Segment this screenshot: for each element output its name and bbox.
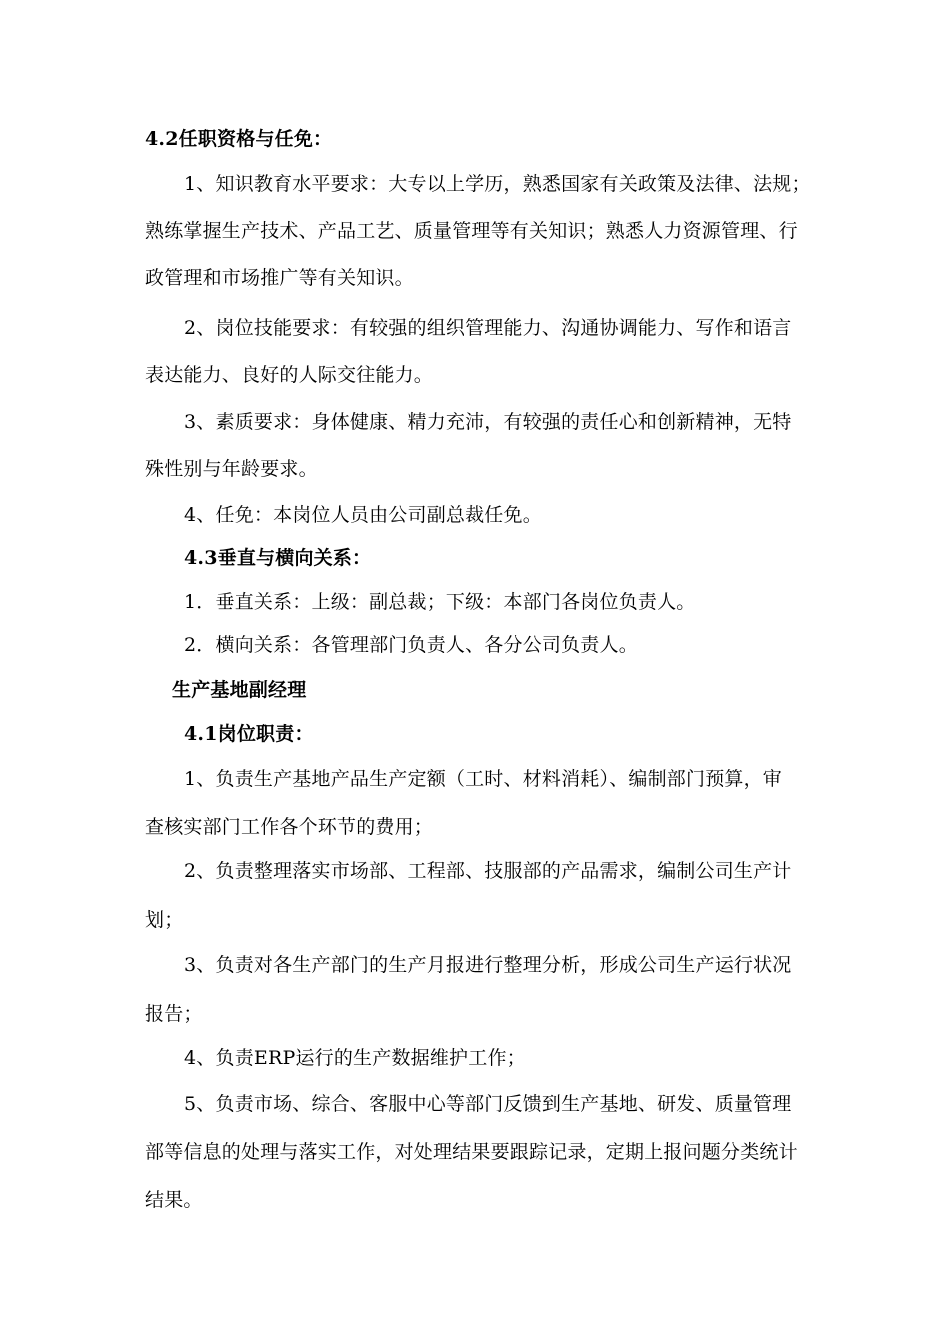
paragraph-line: 报告； [145,1003,203,1025]
paragraph-line: 殊性别与年龄要求。 [145,458,318,480]
paragraph-line: 4、负责ERP运行的生产数据维护工作； [184,1047,526,1069]
paragraph-line: 4、任免：本岗位人员由公司副总裁任免。 [184,504,542,526]
paragraph-line: 政管理和市场推广等有关知识。 [145,267,414,289]
role-title: 生产基地副经理 [172,679,307,701]
paragraph-line: 3、素质要求：身体健康、精力充沛，有较强的责任心和创新精神，无特 [184,411,792,433]
paragraph-line: 1、知识教育水平要求：大专以上学历，熟悉国家有关政策及法律、法规； [184,173,811,195]
paragraph-line: 5、负责市场、综合、客服中心等部门反馈到生产基地、研发、质量管理 [184,1093,792,1115]
section-heading-4-3: 4.3垂直与横向关系： [184,547,372,569]
paragraph-line: 部等信息的处理与落实工作，对处理结果要跟踪记录，定期上报问题分类统计 [145,1141,798,1163]
paragraph-line: 查核实部门工作各个环节的费用； [145,816,434,838]
paragraph-line: 熟练掌握生产技术、产品工艺、质量管理等有关知识；熟悉人力资源管理、行 [145,220,798,242]
paragraph-line: 2．横向关系：各管理部门负责人、各分公司负责人。 [184,634,638,656]
paragraph-line: 结果。 [145,1189,203,1211]
section-heading-4-1: 4.1岗位职责： [184,723,314,745]
paragraph-line: 1、负责生产基地产品生产定额（工时、材料消耗）、编制部门预算，审 [184,768,782,790]
paragraph-line: 2、岗位技能要求：有较强的组织管理能力、沟通协调能力、写作和语言 [184,317,792,339]
section-heading-4-2: 4.2任职资格与任免： [145,128,333,150]
paragraph-line: 表达能力、良好的人际交往能力。 [145,364,434,386]
paragraph-line: 3、负责对各生产部门的生产月报进行整理分析，形成公司生产运行状况 [184,954,792,976]
paragraph-line: 1．垂直关系：上级：副总裁；下级：本部门各岗位负责人。 [184,591,696,613]
paragraph-line: 2、负责整理落实市场部、工程部、技服部的产品需求，编制公司生产计 [184,860,792,882]
paragraph-line: 划； [145,909,184,931]
